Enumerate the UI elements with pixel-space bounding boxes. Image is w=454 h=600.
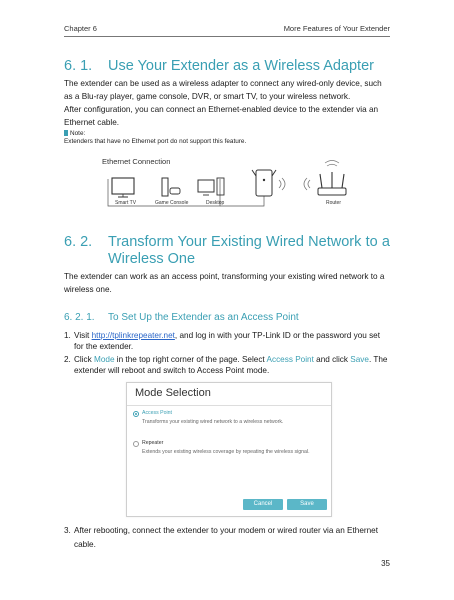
diagram-title: Ethernet Connection [102, 157, 171, 166]
smart-tv-label: Smart TV [115, 200, 137, 206]
mode-term: Mode [94, 355, 115, 364]
game-console-label: Game Console [155, 200, 189, 206]
chapter-label: Chapter 6 [64, 24, 97, 33]
option-label: Access Point [142, 410, 172, 416]
step-text-d: . The extender will reboot and switch to Access Point mode. [74, 355, 388, 375]
wifi-signal-icon [279, 178, 310, 190]
cancel-button[interactable]: Cancel [243, 499, 283, 510]
ethernet-connection-diagram [96, 156, 370, 218]
paragraph-after-config: After configuration, you can connect an Ethernet-enabled device to the extender via an Ethernet cable. [64, 105, 379, 127]
save-term: Save [350, 355, 369, 364]
section-number: 6. 1. [64, 58, 93, 74]
step-text [74, 354, 390, 376]
ethernet-cable [220, 196, 264, 206]
subsection-title: To Set Up the Extender as an Access Point [108, 312, 299, 323]
step-text-b: in the top right corner of the page. Select [114, 355, 267, 364]
step-text: After rebooting, connect the extender to your modem or wired router via an Ethernet cable. [74, 526, 379, 549]
router-label: Router [326, 200, 342, 206]
desktop-label: Desktop [206, 200, 225, 206]
step-number: 3. [64, 526, 71, 535]
paragraph-access-point-intro: The extender can work as an access point, transforming your existing wired network to a wireless one. [64, 272, 385, 294]
step-text-a: Click [74, 355, 95, 364]
tplinkrepeater-link[interactable]: http://tplinkrepeater.net [91, 331, 175, 340]
router-wifi-icon [325, 161, 339, 167]
note-flag-icon [64, 130, 68, 136]
subsection-number: 6. 2. 1. [64, 312, 95, 323]
option-description: Transforms your existing wired network to a wireless network. [142, 419, 284, 425]
section-title: Use Your Extender as a Wireless Adapter [108, 58, 374, 74]
step-text-pre: Visit [74, 331, 92, 340]
mode-selection-dialog [126, 382, 332, 517]
section-label: More Features of Your Extender [283, 24, 390, 33]
game-console-icon [162, 178, 180, 196]
page-number: 35 [381, 559, 390, 568]
page-header [64, 22, 390, 37]
smart-tv-icon [112, 178, 134, 197]
router-icon [318, 172, 346, 195]
access-point-term: Access Point [266, 355, 314, 364]
note-label-text: Note: [70, 130, 86, 137]
step-text-post: , and log in with your TP-Link ID or the password you set for the extender. [74, 331, 380, 351]
step-number: 1. [64, 331, 71, 340]
step-text-c: and click [313, 355, 351, 364]
save-button[interactable]: Save [287, 499, 327, 510]
note-label [64, 130, 85, 137]
section-number: 6. 2. [64, 234, 93, 250]
section-title: Transform Your Existing Wired Network to a Wireless One [108, 234, 390, 267]
option-description: Extends your existing wireless coverage by repeating the wireless signal. [142, 449, 310, 455]
note-text: Extenders that have no Ethernet port do not support this feature. [64, 138, 247, 145]
paragraph-adapter-intro: The extender can be used as a wireless adapter to connect any wired-only device, such as a Blu-ray player, game console, DVR, or smart TV, to your wireless network. [64, 79, 382, 101]
dialog-title: Mode Selection [135, 387, 211, 399]
step-text [74, 330, 390, 352]
dialog-divider [127, 405, 331, 406]
option-label: Repeater [142, 440, 164, 446]
extender-icon [252, 170, 276, 196]
radio-selected-icon[interactable] [133, 411, 139, 417]
radio-unselected-icon[interactable] [133, 441, 139, 447]
step-number: 2. [64, 355, 71, 364]
